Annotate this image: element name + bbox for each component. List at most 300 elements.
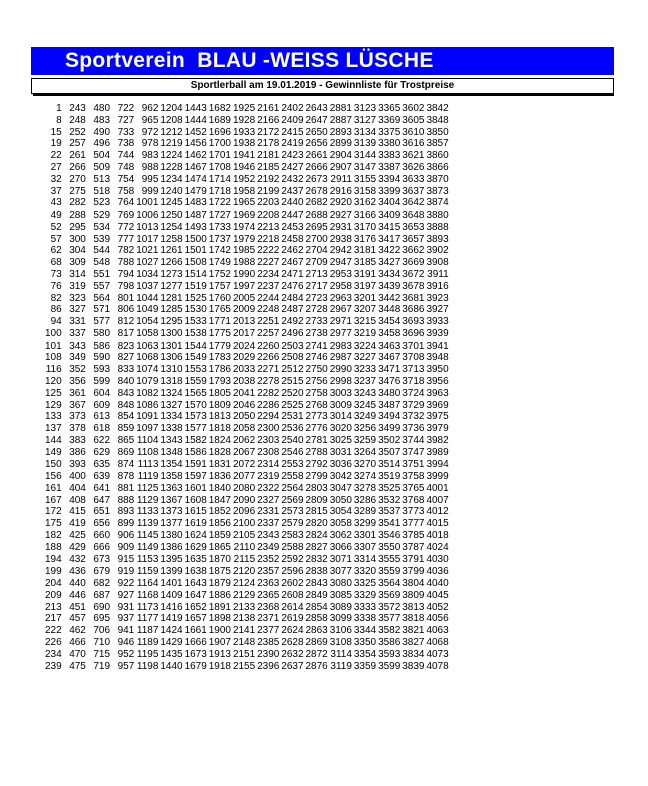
winning-number-cell: 2688 [305,209,328,221]
winning-number-cell: 534 [93,221,111,233]
winning-number-cell: 2115 [233,553,256,565]
winning-number-cell: 2271 [257,364,280,376]
winning-number-cell: 1647 [184,589,207,601]
winning-number-cell: 4001 [426,482,449,494]
winning-number-cell: 2515 [281,375,304,387]
winning-number-cell: 3325 [353,578,377,590]
winning-number-cell: 2809 [305,494,328,506]
table-row [45,115,449,127]
winning-number-cell: 1907 [208,637,231,649]
winning-number-cell: 1261 [160,245,183,257]
winning-number-cell: 1824 [208,434,231,446]
winning-number-cell: 2141 [232,625,256,637]
winning-number-cell: 2723 [305,292,328,304]
winning-number-cell: 1879 [208,578,231,590]
winning-number-cell: 1714 [208,173,231,185]
winning-number-cell: 2419 [281,138,304,150]
winning-number-cell: 1852 [208,506,231,518]
winning-number-cell: 3541 [378,518,401,530]
winning-number-cell: 1258 [160,233,183,245]
table-row [45,127,449,139]
winning-number-cell: 3911 [427,268,449,280]
winning-number-cell: 3708 [402,352,425,364]
winning-number-cell: 3969 [426,399,449,411]
winning-number-cell: 436 [69,565,86,577]
winning-number-cell: 3718 [402,375,425,387]
winning-number-cell: 1783 [208,352,231,364]
winning-number-cell: 2728 [305,304,328,316]
winning-number-cell: 161 [45,482,62,494]
winning-number-cell: 3732 [402,411,425,423]
winning-number-cell: 3259 [353,434,377,446]
winning-number-cell: 1708 [208,161,231,173]
winning-number-cell: 3765 [402,482,425,494]
winning-number-cell: 1049 [136,304,159,316]
winning-number-cell: 3463 [378,340,401,352]
winning-number-cell: 2266 [257,352,280,364]
winning-number-cell: 848 [117,399,135,411]
winning-number-cell: 946 [117,637,135,649]
winning-number-cell: 639 [93,471,111,483]
winning-number-cell: 1240 [160,185,183,197]
winning-number-cell: 2476 [281,280,304,292]
winning-number-cell: 2998 [329,375,352,387]
winning-number-cell: 590 [93,352,111,364]
winning-number-cell: 3956 [426,375,449,387]
winning-number-cell: 86 [50,304,62,316]
table-row [45,590,449,602]
winning-number-cell: 2695 [305,221,328,233]
winning-number-cell: 3701 [402,340,425,352]
winning-number-cell: 1988 [232,257,256,269]
winning-number-cell: 3582 [378,625,401,637]
winning-number-cell: 3020 [329,423,352,435]
winning-number-cell: 1149 [136,541,159,553]
winning-number-cell: 2967 [329,304,352,316]
winning-number-cell: 1913 [208,648,231,660]
winning-number-cell: 3344 [353,625,377,637]
winning-number-cell: 1533 [184,316,207,328]
winning-number-cell: 1925 [232,103,256,114]
winning-number-cell: 3224 [353,340,377,352]
winning-number-cell: 2181 [257,150,280,162]
winning-number-cell: 2656 [305,138,328,150]
winning-number-cell: 3099 [329,613,352,625]
winning-number-cell: 3546 [378,530,401,542]
winning-number-cell: 3404 [378,197,401,209]
winning-number-cell: 2161 [257,103,280,114]
winning-number-cell: 1327 [160,399,183,411]
table-row [45,649,449,661]
winning-number-cell: 2133 [232,601,256,613]
winning-number-cell: 2447 [281,209,304,221]
winning-number-cell: 76 [50,280,62,292]
winning-number-cell: 744 [117,150,135,162]
winning-number-cell: 1898 [208,613,231,625]
winning-number-cell: 3365 [378,103,401,114]
winning-number-cell: 3908 [426,257,449,269]
winning-number-cell: 1553 [184,364,207,376]
winning-number-cell: 1295 [160,316,183,328]
winning-number-cell: 2583 [281,530,304,542]
winning-number-cell: 32 [50,173,62,185]
winning-number-cell: 3062 [329,530,352,542]
winning-number-cell: 3564 [378,578,401,590]
winning-number-cell: 881 [117,482,135,494]
winning-number-cell: 999 [141,185,159,197]
winning-number-cell: 927 [117,589,135,601]
winning-number-cell: 1401 [160,578,183,590]
winning-number-cell: 331 [69,316,86,328]
winning-number-cell: 429 [69,541,86,553]
winning-number-cell: 3939 [426,328,449,340]
winning-number-cell: 2983 [329,340,352,352]
winning-number-cell: 3031 [329,447,352,459]
winning-number-cell: 1530 [184,304,207,316]
winning-number-cell: 3077 [329,565,352,577]
winning-number-cell: 2904 [329,150,352,162]
winning-number-cell: 2423 [281,150,304,162]
winning-number-cell: 288 [69,209,86,221]
winning-number-cell: 1635 [184,553,207,565]
winning-number-cell: 4078 [426,660,449,672]
winning-number-cell: 888 [117,494,135,506]
winning-number-cell: 3787 [402,541,425,553]
winning-number-cell: 3147 [353,161,377,173]
winning-number-cell: 2124 [232,578,256,590]
winning-number-cell: 82 [50,292,62,304]
table-row [45,138,449,150]
winning-number-cell: 909 [117,541,135,553]
winning-number-cell: 4015 [426,518,449,530]
winning-number-cell: 1195 [136,648,159,660]
winning-number-cell: 1273 [160,268,183,280]
table-row [45,578,449,590]
winning-number-cell: 3842 [426,103,449,114]
winning-number-cell: 2322 [257,482,280,494]
winning-number-cell: 722 [117,103,135,114]
winning-number-cell: 2120 [232,565,256,577]
winning-number-cell: 3569 [378,589,401,601]
winning-number-cell: 133 [45,411,62,423]
winning-number-cell: 4040 [426,578,449,590]
winning-number-cell: 2050 [232,411,256,423]
winning-number-cell: 1900 [208,625,231,637]
winning-number-cell: 1363 [160,482,183,494]
winning-number-cell: 2971 [329,316,352,328]
winning-number-cell: 2129 [232,589,256,601]
winning-number-cell: 3948 [426,352,449,364]
winning-number-cell: 2327 [257,494,280,506]
winning-number-cell: 952 [117,648,135,660]
winning-number-cell: 1301 [160,340,183,352]
table-row [45,352,449,364]
winning-number-cell: 2017 [232,328,256,340]
winning-number-cell: 3417 [378,233,401,245]
winning-number-cell: 1189 [136,637,159,649]
winning-number-cell: 2643 [305,103,328,114]
winning-number-cell: 2432 [281,173,304,185]
winning-number-cell: 1946 [232,161,256,173]
winning-number-cell: 1380 [160,530,183,542]
winning-number-cell: 4052 [426,601,449,613]
winning-number-cell: 1228 [160,161,183,173]
winning-number-cell: 3834 [402,648,425,660]
winning-number-cell: 3058 [329,518,352,530]
winning-number-cell: 349 [69,352,86,364]
table-row [45,625,449,637]
winning-number-cell: 149 [45,447,62,459]
winning-number-cell: 343 [69,340,86,352]
winning-number-cell: 666 [93,541,111,553]
winning-number-cell: 1809 [208,399,231,411]
winning-number-cell: 3982 [426,434,449,446]
table-row [45,103,449,115]
table-row [45,471,449,483]
winning-number-cell: 43 [50,197,62,209]
winning-number-cell: 2624 [281,625,304,637]
winning-number-cell: 1597 [184,471,207,483]
winning-number-cell: 3071 [329,553,352,565]
winning-number-cell: 1974 [232,221,256,233]
winning-number-cell: 3893 [426,233,449,245]
winning-number-cell: 3274 [353,471,377,483]
winning-number-cell: 1638 [184,565,207,577]
winning-number-cell: 3299 [353,518,377,530]
winning-number-cell: 679 [93,565,111,577]
winning-number-cell: 483 [93,114,111,126]
table-row [45,495,449,507]
winning-number-cell: 3880 [426,209,449,221]
winning-number-cell: 1990 [232,268,256,280]
winning-number-cell: 1615 [184,506,207,518]
winning-number-cell: 261 [69,150,86,162]
winning-number-cell: 1354 [160,459,183,471]
winning-number-cell: 2750 [305,364,328,376]
winning-number-cell: 706 [93,625,111,637]
winning-number-cell: 204 [45,578,62,590]
winning-number-cell: 3427 [378,257,401,269]
winning-number-cell: 1250 [160,209,183,221]
winning-number-cell: 1952 [232,173,256,185]
winning-number-cell: 922 [117,578,135,590]
winning-number-cell: 1204 [160,103,183,114]
winning-number-cell: 466 [69,637,86,649]
winning-number-cell: 1918 [208,660,231,672]
winning-number-cell: 1643 [184,578,207,590]
winning-number-cell: 378 [69,423,86,435]
winning-number-cell: 4007 [426,494,449,506]
winning-number-cell: 3610 [402,126,425,138]
winning-number-cell: 1828 [208,447,231,459]
winning-number-cell: 2286 [257,399,280,411]
winning-number-cell: 1733 [208,221,231,233]
winning-number-cell: 2628 [281,637,304,649]
winning-number-cell: 817 [117,328,135,340]
winning-number-cell: 1657 [184,613,207,625]
winning-number-cell: 3369 [378,114,401,126]
winning-number-cell: 2938 [329,233,352,245]
winning-number-cell: 1525 [184,292,207,304]
winning-number-cell: 2024 [232,340,256,352]
winning-number-cell: 2927 [329,209,352,221]
winning-number-cell: 2077 [232,471,256,483]
winning-number-cell: 3605 [402,114,425,126]
winning-number-cell: 1859 [208,530,231,542]
winning-number-cell: 27 [50,161,62,173]
winning-number-cell: 613 [93,411,111,423]
winning-number-cell: 3380 [378,138,401,150]
winning-number-cell: 2300 [257,423,280,435]
winning-number-cell: 2337 [257,518,280,530]
winning-number-cell: 2717 [305,280,328,292]
winning-number-cell: 457 [69,613,86,625]
winning-number-cell: 1570 [184,399,207,411]
winning-number-cell: 577 [93,316,111,328]
winning-number-cell: 906 [117,530,135,542]
winning-number-cell: 840 [117,375,135,387]
winning-number-cell: 504 [93,150,111,162]
winning-number-cell: 941 [117,625,135,637]
winning-number-cell: 393 [69,459,86,471]
winning-number-cell: 1164 [136,578,159,590]
winning-number-cell: 3108 [329,637,352,649]
winning-number-cell: 2987 [329,352,352,364]
winning-number-cell: 1037 [136,280,159,292]
winning-number-cell: 1058 [136,328,159,340]
winning-number-cell: 1416 [160,601,183,613]
winning-number-cell: 2237 [257,280,280,292]
winning-number-cell: 1373 [160,506,183,518]
winning-number-cell: 2931 [329,221,352,233]
winning-number-cell: 3941 [426,340,449,352]
table-row [45,341,449,353]
table-row [45,388,449,400]
winning-number-cell: 2546 [281,447,304,459]
winning-number-cell: 3155 [353,173,377,185]
winning-number-cell: 1177 [136,613,159,625]
winning-number-cell: 1017 [136,233,159,245]
winning-number-cell: 1266 [160,257,183,269]
winning-number-cell: 2166 [257,114,280,126]
winning-number-cell: 1979 [232,233,256,245]
winning-number-cell: 150 [45,459,62,471]
winning-number-cell: 1969 [232,209,256,221]
table-row [45,518,449,530]
winning-number-cell: 2682 [305,197,328,209]
winning-number-cell: 3874 [426,197,449,209]
table-row [45,530,449,542]
winning-number-cell: 965 [141,114,159,126]
winning-number-cell: 3975 [426,411,449,423]
winning-number-cell: 3827 [402,637,425,649]
winning-number-cell: 2838 [305,565,328,577]
winning-number-cell: 2278 [257,375,280,387]
winning-number-cell: 1338 [160,423,183,435]
winning-number-cell: 1718 [208,185,231,197]
winning-number-cell: 3289 [353,506,377,518]
winning-number-cell: 3176 [353,233,377,245]
winning-number-cell: 3471 [378,364,401,376]
header-divider [33,94,614,96]
winning-number-cell: 2531 [281,411,304,423]
winning-number-cell: 2558 [281,471,304,483]
winning-number-cell: 8 [56,114,62,126]
winning-number-cell: 1933 [232,126,256,138]
table-row [45,554,449,566]
winning-number-cell: 4063 [426,625,449,637]
winning-number-cell: 209 [45,589,62,601]
winning-number-cell: 3902 [426,245,449,257]
winning-number-cell: 2371 [257,613,280,625]
winning-number-cell: 1452 [184,126,207,138]
winning-number-cell: 2058 [232,423,256,435]
winning-number-cell: 137 [45,423,62,435]
winning-number-cell: 2788 [305,447,328,459]
winning-number-cell: 2827 [305,541,328,553]
winning-number-cell: 1624 [184,530,207,542]
winning-number-cell: 3736 [402,423,425,435]
winning-number-cell: 2385 [257,637,280,649]
table-row [45,150,449,162]
winning-number-cell: 4068 [426,637,449,649]
winning-number-cell: 1565 [184,387,207,399]
winning-number-cell: 440 [69,578,86,590]
winning-number-cell: 1737 [208,233,231,245]
winning-number-cell: 3066 [329,541,352,553]
winning-number-cell: 509 [93,161,111,173]
table-row [45,174,449,186]
winning-number-cell: 2536 [281,423,304,435]
winning-number-cell: 3559 [378,565,401,577]
winning-number-cell: 2588 [281,541,304,553]
winning-number-cell: 3338 [353,613,377,625]
winning-number-cell: 3415 [378,221,401,233]
winning-number-cell: 2553 [281,459,304,471]
table-row [45,376,449,388]
winning-number-cell: 843 [117,387,135,399]
winning-number-cell: 1429 [160,637,183,649]
winning-number-cell: 3821 [402,625,425,637]
winning-number-cell: 1467 [184,161,207,173]
winning-number-cell: 3454 [378,316,401,328]
winning-number-cell: 3399 [378,185,401,197]
winning-number-cell: 1129 [136,494,159,506]
winning-number-cell: 915 [117,553,135,565]
winning-number-cell: 2647 [305,114,328,126]
winning-number-cell: 120 [45,375,62,387]
winning-number-cell: 3439 [378,280,401,292]
winning-number-cell: 1310 [160,364,183,376]
winning-number-cell: 2138 [232,613,256,625]
winning-number-cell: 2824 [305,530,328,542]
winning-number-cell: 3586 [378,637,401,649]
winning-number-cell: 2849 [305,589,328,601]
winning-number-cell: 859 [117,423,135,435]
winning-number-cell: 2415 [281,126,304,138]
winning-number-cell: 2920 [329,197,352,209]
winning-number-cell: 1173 [136,601,159,613]
winning-number-cell: 2911 [330,173,352,185]
winning-number-cell: 1965 [232,197,256,209]
winning-number-cell: 1125 [136,482,159,494]
winning-number-cell: 116 [45,364,62,376]
winning-number-cell: 73 [50,268,62,280]
winning-number-cell: 4024 [426,541,449,553]
table-row [45,565,449,578]
winning-number-cell: 383 [69,434,86,446]
winning-number-cell: 1749 [208,257,231,269]
